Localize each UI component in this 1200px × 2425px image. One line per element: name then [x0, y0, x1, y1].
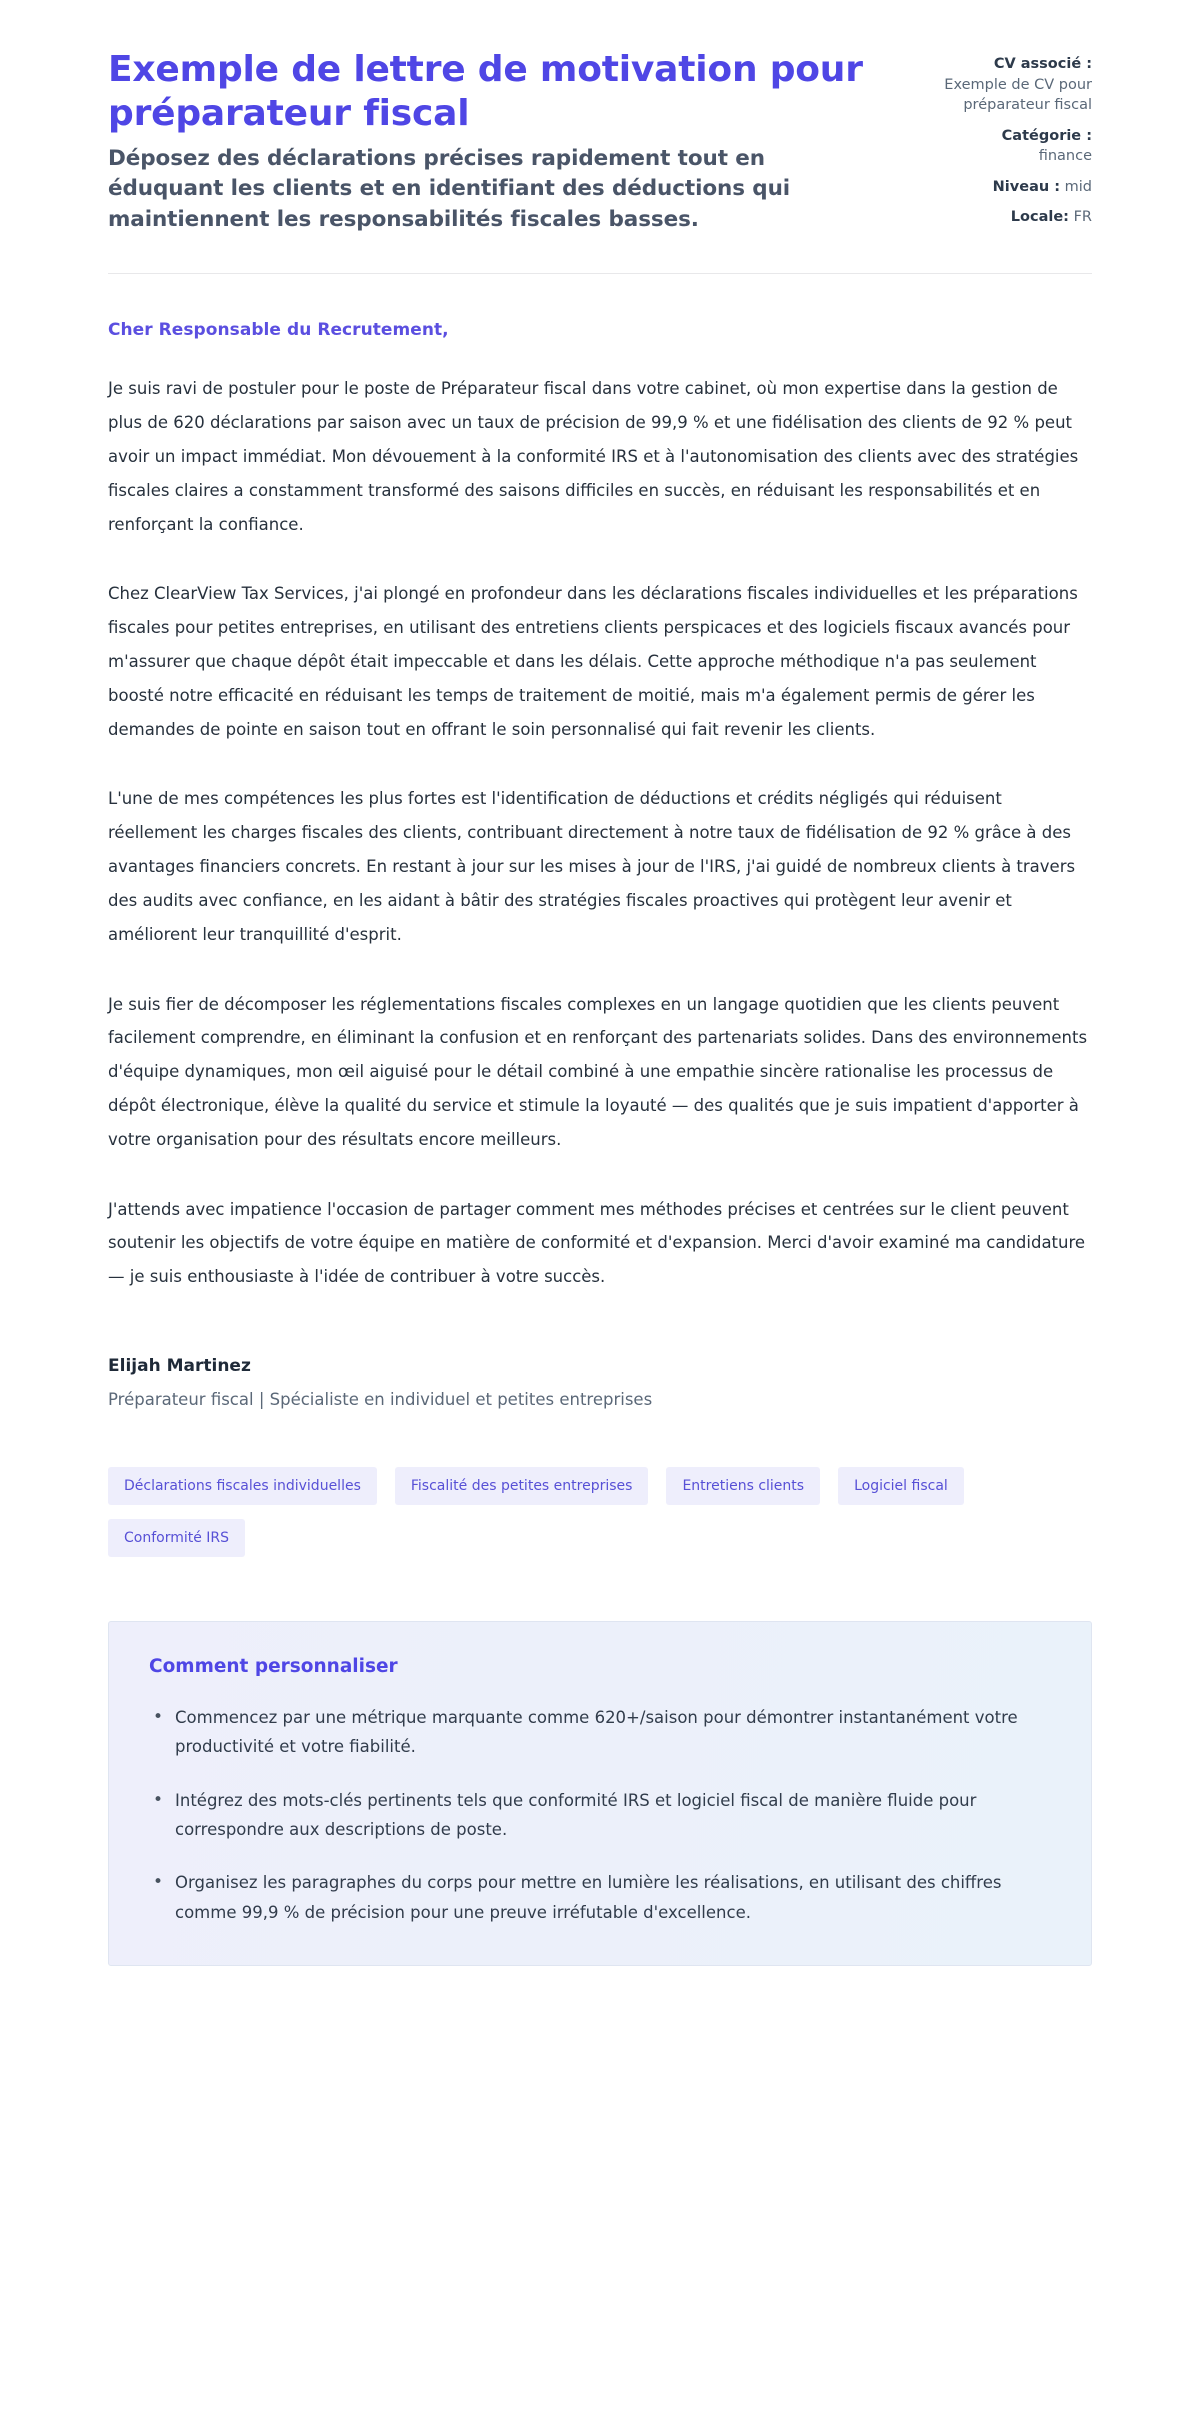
meta-category-label: Catégorie : — [1001, 127, 1092, 144]
page-header — [108, 48, 1092, 235]
signature-role: Préparateur fiscal | Spécialiste en individuel et petites entreprises — [108, 1390, 653, 1410]
meta-level-label: Niveau : — [992, 178, 1061, 195]
signature-name: Elijah Martinez — [108, 1356, 251, 1377]
meta-locale — [920, 207, 1092, 228]
skill-tag[interactable]: Fiscalité des petites entreprises — [395, 1467, 649, 1505]
letter-paragraph: J'attends avec impatience l'occasion de partager comment mes méthodes précises et centrées sur le client peuvent soutenir les objectifs de votre équipe en matière de conformité et d'expansion. Merci d'avoir examiné ma candidature — je suis enthousiaste à l'idée de contribuer à votre succès. — [108, 1199, 1086, 1287]
skill-tag[interactable]: Logiciel fiscal — [838, 1467, 964, 1505]
letter-paragraph: L'une de mes compétences les plus fortes est l'identification de déductions et crédits négligés qui réduisent réellement les charges fiscales des clients, contribuant directement à notre taux de fidélisation de 92 % grâce à des avantages financiers concrets. En restant à jour sur les mises à jour de l'IRS, j'ai guidé de nombreux clients à travers des audits avec confiance, en les aidant à bâtir des stratégies fiscales proactives qui protègent leur avenir et améliorent leur tranquillité d'esprit. — [108, 789, 1076, 944]
callout-tip-item: • Commencez par une métrique marquante comme 620+/saison pour démontrer instantanément votre productivité et votre fiabilité. — [149, 1703, 1051, 1762]
callout-title: Comment personnaliser — [149, 1656, 398, 1678]
letter-paragraph: Je suis fier de décomposer les réglementations fiscales complexes en un langage quotidien que les clients peuvent facilement comprendre, en éliminant la confusion et en renforçant des partenariats solides. Dans des environnements d'équipe dynamiques, mon œil aiguisé pour le détail combiné à une empathie sincère rationalise les processus de dépôt électronique, élève la qualité du service et stimule la loyauté — des qualités que je suis impatient d'apporter à votre organisation pour des résultats encore meilleurs. — [108, 994, 1088, 1149]
header-text-group — [108, 48, 880, 235]
letter-salutation: Cher Responsable du Recrutement, — [108, 320, 449, 341]
skill-tag[interactable]: Déclarations fiscales individuelles — [108, 1467, 377, 1505]
meta-locale-label: Locale: — [1010, 209, 1069, 226]
meta-category — [920, 126, 1092, 167]
meta-related-cv-label: CV associé : — [993, 56, 1092, 72]
callout-tip-item: • Organisez les paragraphes du corps pour mettre en lumière les réalisations, en utilisant des chiffres comme 99,9 % de précision pour une preuve irréfutable d'excellence. — [149, 1868, 1051, 1927]
letter-body — [108, 274, 1092, 1409]
page-title: Exemple de lettre de motivation pour préparateur fiscal — [108, 49, 863, 134]
skill-tag-list — [108, 1467, 1092, 1557]
letter-signature — [108, 1356, 1092, 1409]
customization-callout — [108, 1621, 1092, 1966]
skill-tag[interactable]: Conformité IRS — [108, 1519, 245, 1557]
meta-locale-value: FR — [1073, 209, 1092, 226]
meta-related-cv — [920, 54, 1092, 116]
letter-paragraph: Je suis ravi de postuler pour le poste de Préparateur fiscal dans votre cabinet, où mon expertise dans la gestion de plus de 620 déclarations par saison avec un taux de précision de 99,9 % et une fidélisation des clients de 92 % peut avoir un impact immédiat. Mon dévouement à la conformité IRS et à l'autonomisation des clients avec des stratégies fiscales claires a constamment transformé des saisons difficiles en succès, en réduisant les responsabilités et en renforçant la confiance. — [108, 379, 1079, 534]
letter-paragraph: Chez ClearView Tax Services, j'ai plongé en profondeur dans les déclarations fiscales individuelles et les préparations fiscales pour petites entreprises, en utilisant des entretiens clients perspicaces et des logiciels fiscaux avancés pour m'assurer que chaque dépôt était impeccable et dans les délais. Cette approche méthodique n'a pas seulement boosté notre efficacité en réduisant les temps de traitement de moitié, mais m'a également permis de gérer les demandes de pointe en saison tout en offrant le soin personnalisé qui fait revenir les clients. — [108, 584, 1078, 739]
header-metadata — [920, 48, 1092, 230]
skill-tag[interactable]: Entretiens clients — [666, 1467, 820, 1505]
page-subtitle: Déposez des déclarations précises rapidement tout en éduquant les clients et en identifiant des déductions qui maintiennent les responsabilités fiscales basses. — [108, 145, 791, 232]
meta-level — [920, 177, 1092, 198]
meta-level-value: mid — [1064, 178, 1092, 195]
callout-tip-item: • Intégrez des mots-clés pertinents tels que conformité IRS et logiciel fiscal de manière fluide pour correspondre aux descriptions de poste. — [149, 1786, 1051, 1845]
callout-tip-list — [149, 1703, 1051, 1927]
meta-category-value: finance — [1038, 148, 1092, 165]
meta-related-cv-value: Exemple de CV pour préparateur fiscal — [944, 76, 1092, 114]
